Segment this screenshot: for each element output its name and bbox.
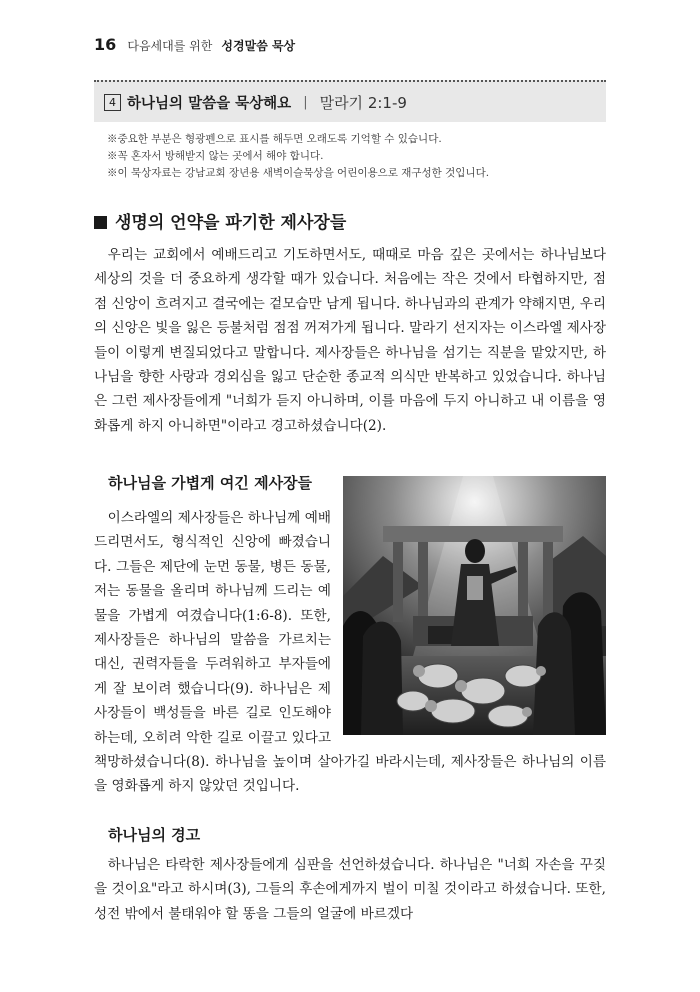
note-line: ※중요한 부분은 형광펜으로 표시를 해두면 오래도록 기억할 수 있습니다. (107, 133, 442, 145)
body-paragraph-3: 하나님은 타락한 제사장들에게 심판을 선언하셨습니다. 하나님은 "너희 자손을 꾸짖을 것이요"라고 하시며(3), 그들의 후손에게까지 벌이 미칠 것이라고 하셨습니다. 또한, 성전 밖에서 불태워야 할 똥을 그들의 얼굴에 바르겠다 (94, 857, 606, 922)
lesson-title: 하나님의 말씀을 묵상해요 (127, 95, 292, 112)
subheading-priests: 하나님을 가볍게 여긴 제사장들 (108, 474, 313, 492)
priests-illustration (343, 476, 606, 735)
scripture-reference: 말라기 2:1-9 (319, 93, 407, 112)
square-bullet-icon (94, 216, 107, 229)
temple-scene-image (343, 476, 606, 735)
usage-notes (107, 131, 607, 182)
body-paragraph-1: 우리는 교회에서 예배드리고 기도하면서도, 때때로 마음 깊은 곳에서는 하나님보다 세상의 것을 더 중요하게 생각할 때가 있습니다. 처음에는 작은 것에서 타협하지만, 점점 신앙이 흐려지고 결국에는 겉모습만 남게 됩니다. 하나님과의 관계가 약해지면, 우리의 신앙은 빛을 잃은 등불처럼 점점 꺼져가게 됩니다. 말라기 선지자는 이스라엘 제사장들이 이렇게 변질되었다고 말합니다. 제사장들은 하나님을 섬기는 직분을 맡았지만, 하나님을 향한 사랑과 경외심을 잃고 단순한 종교적 의식만 반복하고 있었습니다. 하나님은 그런 제사장들에게 "너희가 듣지 아니하며, 이를 마음에 두지 아니하고 내 이름을 영화롭게 하지 아니하면"이라고 경고하셨습니다(2). (94, 247, 606, 434)
paragraph-with-figure (94, 506, 606, 799)
section-heading-text: 생명의 언약을 파기한 제사장들 (115, 213, 347, 233)
book-title: 성경말씀 묵상 (221, 39, 296, 53)
page-number: 16 (94, 35, 117, 54)
running-header (94, 35, 295, 54)
section-heading (94, 208, 346, 233)
lesson-title-box (94, 80, 606, 122)
subheading-warning: 하나님의 경고 (108, 826, 201, 844)
series-subtitle: 다음세대를 위한 (127, 39, 213, 53)
body-paragraph-2: 이스라엘의 제사장들은 하나님께 예배드리면서도, 형식적인 신앙에 빠졌습니다. 그들은 제단에 눈먼 동물, 병든 동물, 저는 동물을 올리며 하나님께 드리는 예물을 가볍게 여겼습니다(1:6-8). 또한, 제사장들은 하나님의 말씀을 가르치는 대신, 권력자들을 두려워하고 부자들에게 잘 보이려 했습니다(9). 하나님은 제사장들이 백성들을 바른 길로 인도해야 하는데, 오히려 악한 길로 이끌고 있다고 책망하셨습니다(8). 하나님을 높이며 살아가길 바라시는데, 제사장들은 하나님의 이름을 영화롭게 하지 않았던 것입니다. (94, 510, 606, 795)
note-line: ※꼭 혼자서 방해받지 않는 곳에서 해야 합니다. (107, 150, 324, 162)
note-line: ※이 묵상자료는 강남교회 장년용 새벽이슬묵상을 어린이용으로 재구성한 것입니다. (107, 167, 490, 179)
title-separator: | (303, 94, 308, 110)
lesson-number-badge: 4 (104, 94, 121, 111)
